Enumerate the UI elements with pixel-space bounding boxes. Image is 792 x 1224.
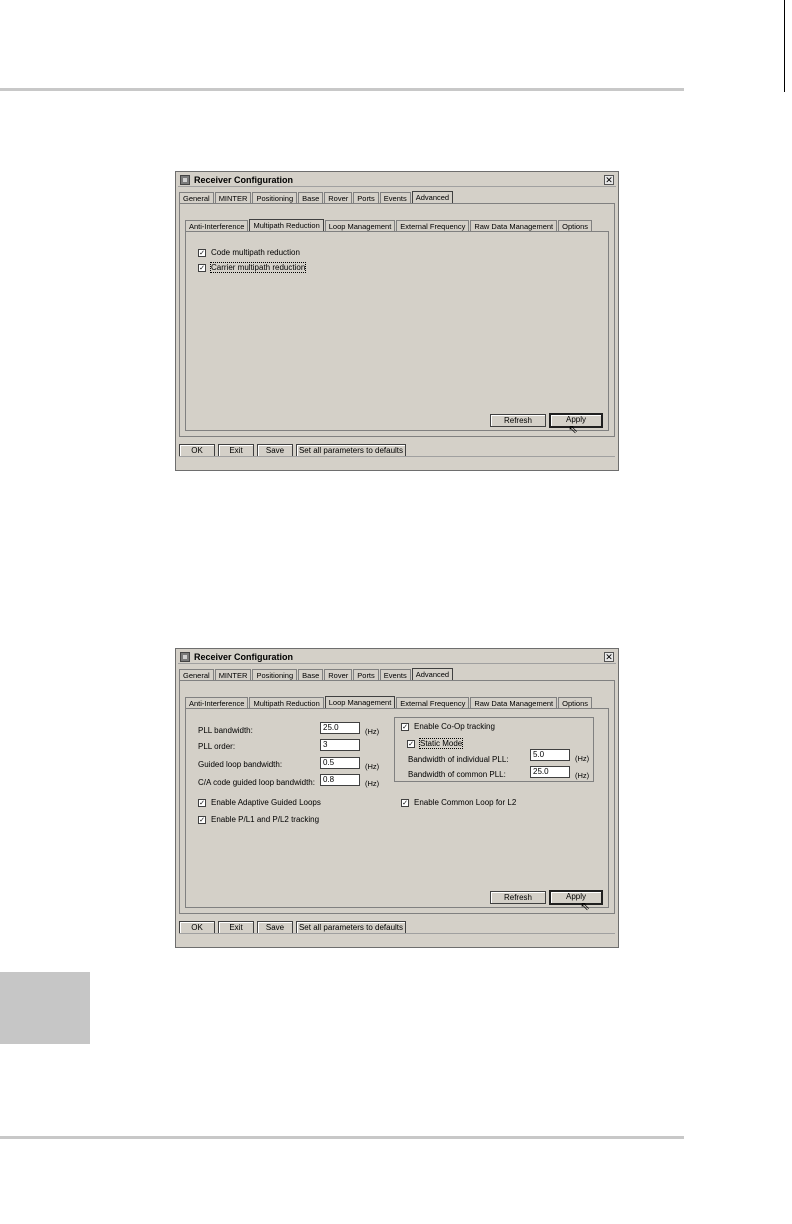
exit-button[interactable]: Exit <box>218 921 254 934</box>
outer-tab-row <box>179 191 454 203</box>
checkbox-box[interactable] <box>198 799 206 807</box>
tab-options[interactable]: Options <box>558 220 592 231</box>
checkbox-box[interactable] <box>407 740 415 748</box>
exit-button[interactable]: Exit <box>218 444 254 457</box>
ca-code-guided-loop-label: C/A code guided loop bandwidth: <box>198 778 315 787</box>
tab-advanced[interactable]: Advanced <box>412 668 453 681</box>
tab-multipath-reduction[interactable]: Multipath Reduction <box>249 219 323 232</box>
tab-external-frequency[interactable]: External Frequency <box>396 220 469 231</box>
bandwidth-common-pll-label: Bandwidth of common PLL: <box>408 770 506 779</box>
close-icon[interactable]: ✕ <box>605 652 613 662</box>
guided-loop-bandwidth-field[interactable]: 0.5 <box>320 757 360 769</box>
checkbox-label: Enable Adaptive Guided Loops <box>211 798 321 807</box>
receiver-config-window-loop <box>175 648 619 948</box>
enable-common-loop-l2-checkbox[interactable] <box>401 798 516 807</box>
pll-bandwidth-label: PLL bandwidth: <box>198 726 253 735</box>
guided-loop-bandwidth-unit: (Hz) <box>365 762 380 771</box>
ok-button[interactable]: OK <box>179 444 215 457</box>
checkbox-box[interactable] <box>401 799 409 807</box>
inner-panel <box>185 231 609 431</box>
app-icon <box>180 175 190 185</box>
footer-rule <box>0 1136 684 1139</box>
checkbox-label: Enable Common Loop for L2 <box>414 798 517 807</box>
tab-ports[interactable]: Ports <box>353 192 379 203</box>
tab-minter[interactable]: MINTER <box>215 192 252 203</box>
margin-line <box>784 0 785 92</box>
status-bar <box>179 933 615 944</box>
cursor-icon: ⇖ <box>580 899 591 913</box>
tab-loop-management[interactable]: Loop Management <box>325 696 396 709</box>
chapter-side-tab <box>0 972 90 1044</box>
receiver-config-window-multipath <box>175 171 619 471</box>
tab-general[interactable]: General <box>179 192 214 203</box>
title-bar <box>178 651 616 664</box>
tab-loop-management[interactable]: Loop Management <box>325 220 396 231</box>
pll-bandwidth-field[interactable]: 25.0 <box>320 722 360 734</box>
set-defaults-button[interactable]: Set all parameters to defaults <box>296 921 406 934</box>
tab-events[interactable]: Events <box>380 192 411 203</box>
carrier-multipath-checkbox[interactable] <box>198 263 305 272</box>
bandwidth-individual-pll-field[interactable]: 5.0 <box>530 749 570 761</box>
tab-ports[interactable]: Ports <box>353 669 379 680</box>
checkbox-box[interactable] <box>198 816 206 824</box>
tab-events[interactable]: Events <box>380 669 411 680</box>
tab-raw-data-management[interactable]: Raw Data Management <box>470 697 557 708</box>
cursor-icon: ⇖ <box>568 422 579 436</box>
ca-code-guided-loop-unit: (Hz) <box>365 779 380 788</box>
checkbox-box[interactable] <box>198 264 206 272</box>
tab-general[interactable]: General <box>179 669 214 680</box>
status-bar <box>179 456 615 467</box>
bandwidth-common-pll-unit: (Hz) <box>575 771 590 780</box>
enable-pl1-pl2-tracking-checkbox[interactable] <box>198 815 319 824</box>
tab-multipath-reduction[interactable]: Multipath Reduction <box>249 697 323 708</box>
code-multipath-checkbox[interactable] <box>198 248 300 257</box>
tab-raw-data-management[interactable]: Raw Data Management <box>470 220 557 231</box>
close-icon[interactable]: ✕ <box>605 175 613 185</box>
guided-loop-bandwidth-label: Guided loop bandwidth: <box>198 760 283 769</box>
static-mode-checkbox[interactable] <box>407 739 462 748</box>
refresh-button[interactable]: Refresh <box>490 891 546 904</box>
save-button[interactable]: Save <box>257 444 293 457</box>
window-title: Receiver Configuration <box>194 175 294 185</box>
header-rule <box>0 88 684 91</box>
app-icon <box>180 652 190 662</box>
save-button[interactable]: Save <box>257 921 293 934</box>
tab-anti-interference[interactable]: Anti-Interference <box>185 220 248 231</box>
apply-button[interactable]: Apply <box>549 413 603 428</box>
pll-order-field[interactable]: 3 <box>320 739 360 751</box>
tab-positioning[interactable]: Positioning <box>252 669 297 680</box>
tab-base[interactable]: Base <box>298 669 323 680</box>
bandwidth-individual-pll-label: Bandwidth of individual PLL: <box>408 755 509 764</box>
ok-button[interactable]: OK <box>179 921 215 934</box>
enable-adaptive-guided-loops-checkbox[interactable] <box>198 798 321 807</box>
checkbox-label: Enable Co-Op tracking <box>414 722 495 731</box>
tab-external-frequency[interactable]: External Frequency <box>396 697 469 708</box>
bandwidth-common-pll-field[interactable]: 25.0 <box>530 766 570 778</box>
checkbox-box[interactable] <box>198 249 206 257</box>
checkbox-label: Enable P/L1 and P/L2 tracking <box>211 815 320 824</box>
window-title: Receiver Configuration <box>194 652 294 662</box>
checkbox-box[interactable] <box>401 723 409 731</box>
tab-options[interactable]: Options <box>558 697 592 708</box>
tab-base[interactable]: Base <box>298 192 323 203</box>
refresh-button[interactable]: Refresh <box>490 414 546 427</box>
tab-positioning[interactable]: Positioning <box>252 192 297 203</box>
tab-anti-interference[interactable]: Anti-Interference <box>185 697 248 708</box>
title-bar <box>178 174 616 187</box>
checkbox-label: Carrier multipath reduction <box>211 263 306 272</box>
tab-minter[interactable]: MINTER <box>215 669 252 680</box>
pll-order-label: PLL order: <box>198 742 236 751</box>
set-defaults-button[interactable]: Set all parameters to defaults <box>296 444 406 457</box>
checkbox-label: Static Mode <box>420 739 463 748</box>
pll-bandwidth-unit: (Hz) <box>365 727 380 736</box>
ca-code-guided-loop-field[interactable]: 0.8 <box>320 774 360 786</box>
inner-tab-row <box>185 696 593 708</box>
tab-rover[interactable]: Rover <box>324 669 352 680</box>
enable-coop-tracking-checkbox[interactable] <box>401 722 497 731</box>
checkbox-label: Code multipath reduction <box>211 248 300 257</box>
tab-advanced[interactable]: Advanced <box>412 191 453 204</box>
apply-button[interactable]: Apply <box>549 890 603 905</box>
outer-tab-row <box>179 668 454 680</box>
bandwidth-individual-pll-unit: (Hz) <box>575 754 590 763</box>
inner-tab-row <box>185 219 593 231</box>
tab-rover[interactable]: Rover <box>324 192 352 203</box>
